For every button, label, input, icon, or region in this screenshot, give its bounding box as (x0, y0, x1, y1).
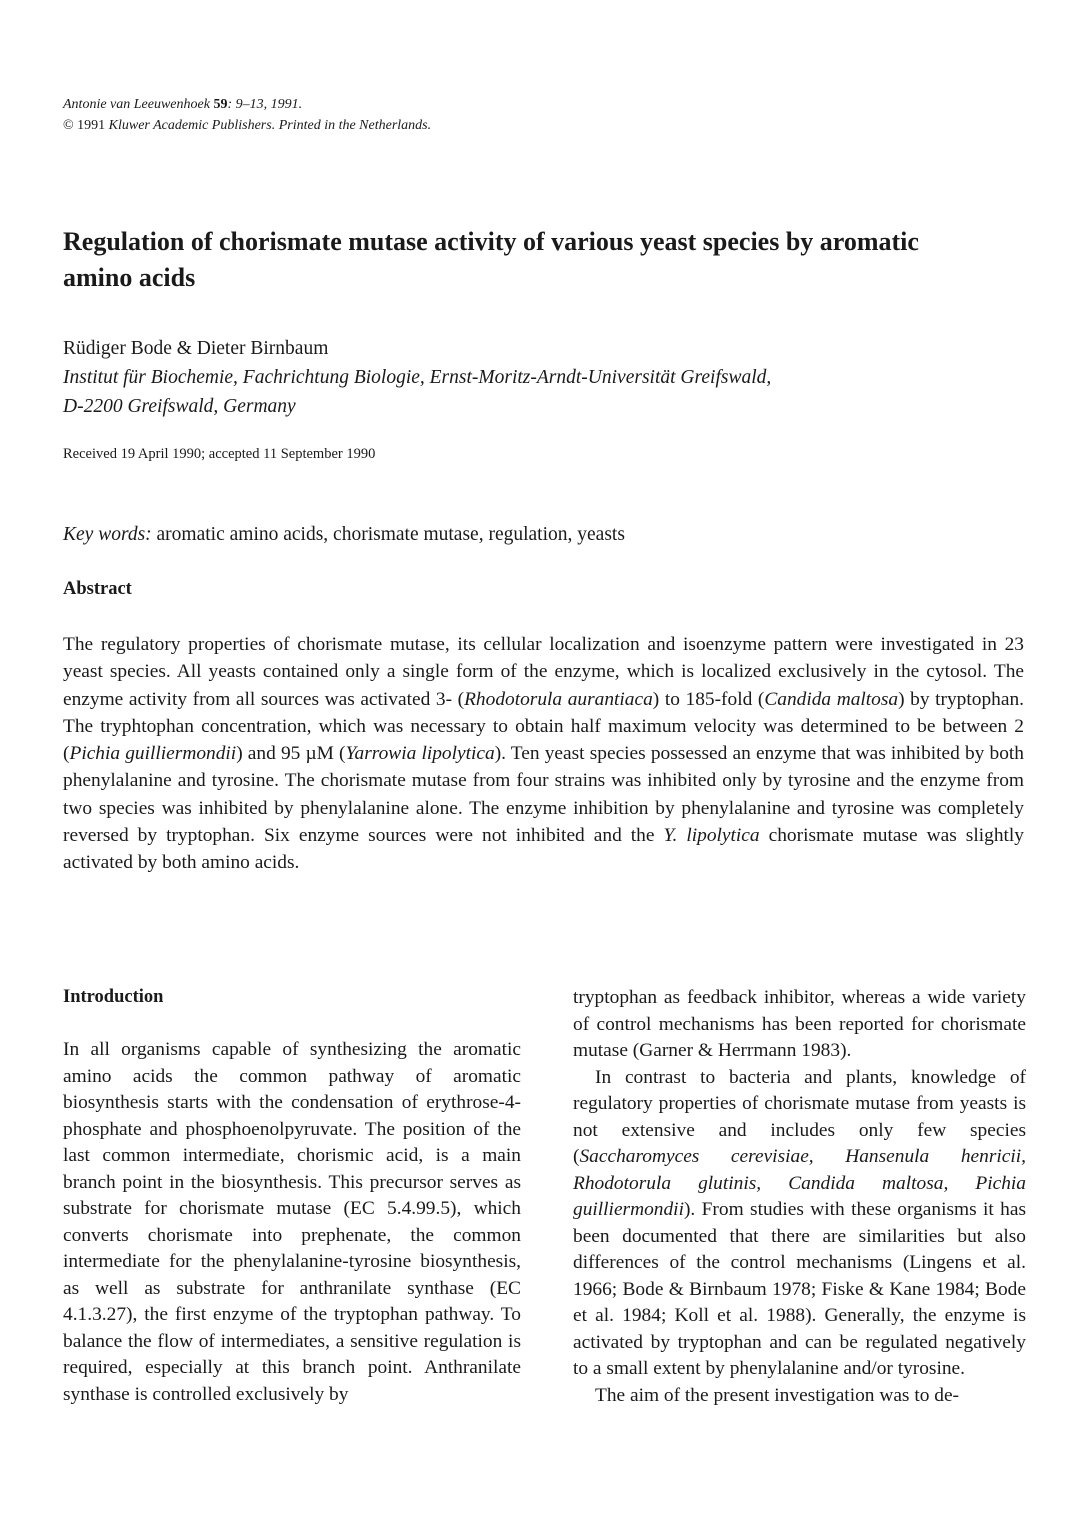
journal-header (63, 94, 431, 136)
abstract-heading: Abstract (63, 579, 132, 599)
column-right (573, 985, 1026, 1409)
introduction-heading: Introduction (63, 987, 164, 1007)
keywords-text: aromatic amino acids, chorismate mutase, regulation, yeasts (151, 524, 625, 545)
abstract-species: Yarrowia lipolytica (345, 743, 495, 765)
abstract-segment: The regulatory properties of chorismate mutase, its cellular localization and isoenzyme pattern were investigated in 23 yeast species. All yeasts contained only a single form of the enzyme, which is localized exclusively in the cytosol. The enzyme activity from all sources was activated 3- ( (63, 634, 1024, 710)
keywords (63, 522, 625, 548)
keywords-label: Key words: (63, 524, 152, 545)
abstract-species: Y. lipolytica (663, 825, 760, 847)
introduction-paragraph-1: In all organisms capable of synthesizing the aromatic amino acids the common pathway of aromatic biosynthesis starts with the condensation of erythrose-4-phosphate and phosphoenolpyruvate. The position of the last common intermediate, chorismic acid, is a main branch point in the biosynthesis. This precursor serves as substrate for chorismate mutase (EC 5.4.99.5), which converts chorismate into prephenate, the common intermediate for the phenylalanine-tyrosine biosynthesis, as well as substrate for anthranilate synthase (EC 4.1.3.27), the first enzyme of the tryptophan pathway. To balance the flow of intermediates, a sensitive regulation is required, especially at this branch point. Anthranilate synthase is controlled exclusively by (63, 1039, 521, 1405)
introduction-paragraph-4: The aim of the present investigation was to de- (595, 1384, 960, 1406)
abstract-segment: chorismate mutase was slightly activated by both amino acids. (63, 825, 1024, 874)
abstract-text (63, 631, 1024, 877)
abstract-segment: ). Ten yeast species possessed an enzyme that was inhibited by both phenylalanine and tyrosine. The chorismate mutase from four strains was inhibited only by tyrosine and the enzyme from two species was inhibited by phenylalanine alone. The enzyme inhibition by phenylalanine and tyrosine was completely reversed by tryptophan. Six enzyme sources were not inhibited and the (63, 743, 1025, 847)
affiliation-line-1: Institut für Biochemie, Fachrichtung Biologie, Ernst-Moritz-Arndt-Universität Greifswald, (63, 367, 772, 388)
journal-copyright (63, 115, 431, 136)
column-left (63, 985, 521, 1408)
intro-segment: ). From studies with these organisms it has been documented that there are similarities but also differences of the control mechanisms (Lingens et al. 1966; Bode & Birnbaum 1978; Fiske & Kane 1984; Bode et al. 1984; Koll et al. 1988). Generally, the enzyme is activated by tryptophan and can be regulated negatively to a small extent by phenylalanine and/or tyrosine. (573, 1199, 1026, 1379)
abstract-species: Rhodotorula aurantiaca (464, 688, 653, 710)
journal-volume: 59 (213, 97, 228, 112)
authors: Rüdiger Bode & Dieter Birnbaum (63, 338, 329, 359)
publisher-line: Kluwer Academic Publishers. Printed in the Netherlands. (108, 118, 432, 133)
journal-citation (63, 94, 431, 115)
abstract-species: Candida maltosa (764, 688, 899, 710)
journal-name: Antonie van Leeuwenhoek (63, 97, 210, 112)
abstract-segment: ) and 95 µM ( (236, 743, 346, 765)
journal-pages: : 9–13, 1991. (227, 97, 303, 112)
introduction-paragraph-3 (573, 1065, 1026, 1383)
intro-segment: In contrast to bacteria and plants, knowledge of regulatory properties of chorismate mutase from yeasts is not extensive and includes only few species ( (573, 1066, 1026, 1167)
copyright-year: 1991 (73, 118, 109, 133)
received-dates: Received 19 April 1990; accepted 11 September 1990 (63, 446, 376, 462)
intro-species-list: Saccharomyces cerevisiae, Hansenula henricii, Rhodotorula glutinis, Candida maltosa, Pichia guilliermondii (573, 1146, 1026, 1220)
affiliation (63, 363, 1023, 421)
abstract-segment: ) to 185-fold ( (652, 688, 765, 710)
abstract-species: Pichia guilliermondii (69, 743, 237, 765)
paper-title: Regulation of chorismate mutase activity of various yeast species by aromatic amino acids (63, 227, 919, 292)
copyright-symbol: © (63, 118, 74, 133)
abstract-segment: ) by tryptophan. The tryphtophan concentration, which was necessary to obtain half maximum velocity was determined to be between 2 ( (63, 688, 1024, 765)
introduction-paragraph-2: tryptophan as feedback inhibitor, whereas a wide variety of control mechanisms has been reported for chorismate mutase (Garner & Herrmann 1983). (573, 987, 1026, 1061)
affiliation-line-2: D-2200 Greifswald, Germany (63, 396, 296, 417)
